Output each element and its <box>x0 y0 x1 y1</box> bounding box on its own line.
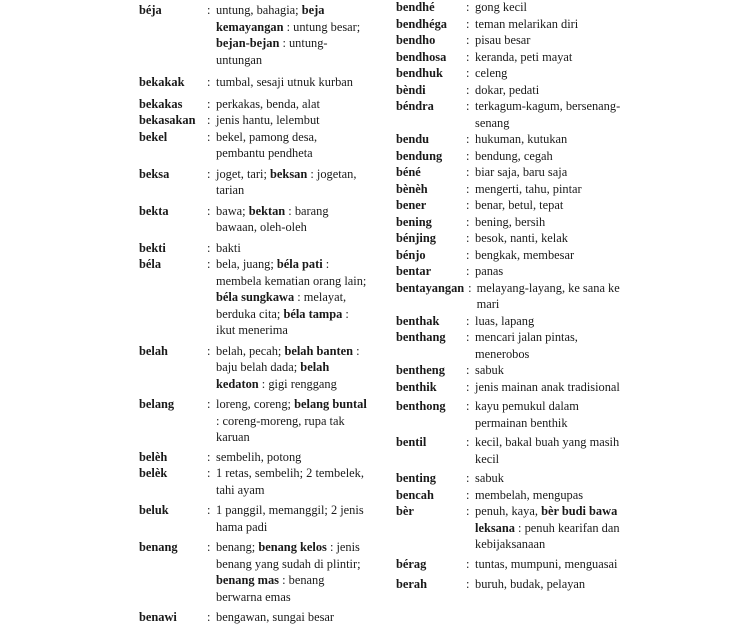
dictionary-entry <box>139 539 367 605</box>
entry-separator: : <box>466 165 470 179</box>
entry-definition: bawa; bektan : barang bawaan, oleh-oleh <box>216 203 329 234</box>
dictionary-entry <box>396 181 622 198</box>
entry-separator: : <box>466 556 470 571</box>
entry-headword: beksa <box>139 166 170 181</box>
entry-definition: joget, tari; beksan : jogetan, tarian <box>216 166 357 197</box>
entry-definition: 1 retas, sembelih; 2 tembelek, tahi ayam <box>216 466 364 497</box>
entry-definition: terkagum-kagum, bersenang-senang <box>475 99 621 130</box>
entry-definition: teman melarikan diri <box>475 16 579 31</box>
entry-definition: kecil, bakal buah yang masih kecil <box>475 435 620 466</box>
dictionary-entry <box>396 98 622 131</box>
entry-separator: : <box>207 203 211 218</box>
entry-definition: bakti <box>216 240 241 255</box>
dictionary-entry <box>396 230 622 247</box>
entry-headword: bénjing <box>396 231 436 245</box>
dictionary-entry <box>396 197 622 214</box>
entry-headword: benting <box>396 471 436 485</box>
entry-headword: bendho <box>396 33 436 47</box>
dictionary-entry <box>396 362 622 379</box>
entry-headword: benang <box>139 540 178 554</box>
entry-separator: : <box>466 132 470 146</box>
entry-separator: : <box>207 449 211 464</box>
entry-separator: : <box>466 363 470 377</box>
entry-headword: bentheng <box>396 363 445 377</box>
entry-definition: besok, nanti, kelak <box>475 231 568 245</box>
dictionary-entry <box>396 0 622 16</box>
dictionary-entry <box>139 609 367 626</box>
entry-headword: benthak <box>396 313 440 328</box>
entry-headword: bèr <box>396 504 414 518</box>
entry-headword: belèk <box>139 466 168 480</box>
entry-definition: benar, betul, tepat <box>475 198 564 212</box>
entry-definition: celeng <box>475 66 508 80</box>
entry-headword: bendu <box>396 132 430 146</box>
dictionary-entry <box>139 240 367 257</box>
dictionary-entry <box>139 465 367 498</box>
entry-separator: : <box>466 16 470 31</box>
entry-definition: belah, pecah; belah banten : baju belah dada; belah kedaton : gigi renggang <box>216 343 360 391</box>
dictionary-entry <box>139 502 367 535</box>
entry-headword: benthik <box>396 379 437 394</box>
dictionary-entry <box>396 263 622 280</box>
entry-separator: : <box>466 82 470 97</box>
entry-headword: berah <box>396 577 427 591</box>
entry-headword: belah <box>139 343 168 358</box>
entry-headword: belang <box>139 397 175 411</box>
dictionary-entry <box>396 32 622 49</box>
dictionary-entry <box>139 256 367 339</box>
entry-headword: bening <box>396 214 432 229</box>
entry-separator: : <box>207 166 211 181</box>
entry-definition: mengerti, tahu, pintar <box>475 181 582 196</box>
dictionary-entry <box>396 131 622 148</box>
entry-headword: beluk <box>139 503 169 517</box>
entry-headword: bekakas <box>139 96 183 111</box>
dictionary-entry <box>396 148 622 165</box>
entry-separator: : <box>207 540 211 554</box>
entry-definition: dokar, pedati <box>475 82 540 97</box>
entry-separator: : <box>466 148 470 163</box>
dictionary-entry <box>139 449 367 466</box>
dictionary-entry <box>396 398 622 431</box>
dictionary-entry <box>396 247 622 264</box>
entry-definition: membelah, mengupas <box>475 487 584 502</box>
entry-separator: : <box>466 264 470 278</box>
entry-separator: : <box>207 240 211 255</box>
entry-headword: bénjo <box>396 247 426 262</box>
dictionary-entry <box>396 280 622 313</box>
dictionary-entry <box>396 503 622 553</box>
entry-headword: bendhéga <box>396 16 447 31</box>
entry-separator: : <box>466 49 470 64</box>
entry-separator: : <box>468 280 472 295</box>
dictionary-entry <box>396 65 622 82</box>
entry-headword: béja <box>139 3 162 17</box>
dictionary-entry <box>396 329 622 362</box>
entry-definition: buruh, budak, pelayan <box>475 577 586 591</box>
entry-separator: : <box>207 343 211 358</box>
entry-headword: bérag <box>396 556 427 571</box>
dictionary-entry <box>139 96 367 113</box>
entry-definition: gong kecil <box>475 0 527 14</box>
entry-headword: benthong <box>396 399 446 413</box>
entry-definition: tuntas, mumpuni, menguasai <box>475 556 618 571</box>
entry-headword: bekasakan <box>139 113 196 127</box>
entry-definition: bekel, pamong desa, pembantu pendheta <box>216 129 318 160</box>
entry-headword: bekakak <box>139 75 185 89</box>
entry-definition: benang; benang kelos : jenis benang yang sudah di plintir; benang mas : benang berwarna emas <box>216 540 361 604</box>
entry-separator: : <box>466 99 470 113</box>
entry-separator: : <box>207 129 211 144</box>
entry-definition: untung, bahagia; beja kemayangan : untung besar; bejan-bejan : untung-untungan <box>216 3 361 67</box>
dictionary-entry <box>396 434 622 467</box>
dictionary-entry <box>396 16 622 33</box>
dictionary-entry <box>396 313 622 330</box>
entry-separator: : <box>207 503 211 517</box>
dictionary-entry <box>139 166 367 199</box>
entry-headword: bekti <box>139 240 166 255</box>
entry-definition: penuh, kaya, bèr budi bawa leksana : penuh kearifan dan kebijaksanaan <box>475 504 620 551</box>
entry-separator: : <box>466 399 470 413</box>
entry-definition: bening, bersih <box>475 214 546 229</box>
entry-definition: bendung, cegah <box>475 148 553 163</box>
dictionary-entry <box>396 470 622 487</box>
entry-definition: hukuman, kutukan <box>475 132 568 146</box>
entry-headword: béla <box>139 257 162 271</box>
entry-definition: bengkak, membesar <box>475 247 575 262</box>
entry-definition: kayu pemukul dalam permainan benthik <box>475 399 579 430</box>
entry-definition: jenis hantu, lelembut <box>216 113 320 127</box>
entry-headword: bendhosa <box>396 49 447 64</box>
entry-separator: : <box>466 66 470 80</box>
entry-separator: : <box>466 471 470 485</box>
entry-headword: bencah <box>396 487 434 502</box>
dictionary-entry <box>396 576 622 593</box>
entry-headword: béndra <box>396 99 434 113</box>
entry-definition: 1 panggil, memanggil; 2 jenis hama padi <box>216 503 364 534</box>
entry-separator: : <box>466 435 470 449</box>
entry-separator: : <box>207 75 211 89</box>
entry-definition: sabuk <box>475 363 504 377</box>
entry-separator: : <box>466 33 470 47</box>
dictionary-entry <box>396 164 622 181</box>
entry-separator: : <box>466 577 470 591</box>
entry-headword: belèh <box>139 449 168 464</box>
entry-headword: bentil <box>396 435 427 449</box>
dictionary-entry <box>139 129 367 162</box>
dictionary-entry <box>396 214 622 231</box>
entry-headword: bendung <box>396 148 443 163</box>
entry-definition: pisau besar <box>475 33 531 47</box>
entry-separator: : <box>207 466 211 480</box>
entry-headword: bèndi <box>396 82 426 97</box>
entry-separator: : <box>466 330 470 344</box>
dictionary-entry <box>139 343 367 393</box>
left-column <box>139 0 367 626</box>
entry-headword: béné <box>396 165 421 179</box>
entry-separator: : <box>466 181 470 196</box>
entry-separator: : <box>466 247 470 262</box>
entry-definition: loreng, coreng; belang buntal : coreng-moreng, rupa tak karuan <box>216 397 367 444</box>
entry-separator: : <box>466 198 470 212</box>
entry-separator: : <box>207 257 211 271</box>
entry-separator: : <box>466 0 470 14</box>
entry-separator: : <box>207 113 211 127</box>
entry-definition: bela, juang; béla pati : membela kematian orang lain; béla sungkawa : melayat, berduka cita; béla tampa : ikut menerima <box>216 257 367 337</box>
entry-headword: bendhuk <box>396 66 443 80</box>
entry-headword: bentayangan <box>396 280 465 295</box>
entry-definition: panas <box>475 264 504 278</box>
entry-headword: bener <box>396 198 427 212</box>
entry-separator: : <box>207 96 211 111</box>
entry-headword: bènèh <box>396 181 428 196</box>
entry-definition: sembelih, potong <box>216 449 302 464</box>
entry-definition: tumbal, sesaji utnuk kurban <box>216 75 353 89</box>
dictionary-entry <box>396 49 622 66</box>
entry-separator: : <box>466 313 470 328</box>
dictionary-entry <box>396 556 622 573</box>
entry-separator: : <box>466 231 470 245</box>
entry-definition: bengawan, sungai besar <box>216 610 335 624</box>
entry-separator: : <box>207 397 211 411</box>
entry-headword: bekel <box>139 129 168 144</box>
dictionary-entry <box>396 379 622 396</box>
right-column <box>396 0 622 593</box>
entry-definition: biar saja, baru saja <box>475 165 568 179</box>
entry-separator: : <box>466 504 470 518</box>
dictionary-entry <box>396 487 622 504</box>
entry-separator: : <box>466 214 470 229</box>
entry-headword: bekta <box>139 203 169 218</box>
dictionary-entry <box>139 112 367 129</box>
dictionary-entry <box>139 396 367 446</box>
entry-headword: benthang <box>396 330 446 344</box>
entry-definition: perkakas, benda, alat <box>216 96 320 111</box>
entry-separator: : <box>466 379 470 394</box>
dictionary-entry <box>396 82 622 99</box>
entry-definition: melayang-layang, ke sana ke mari <box>476 280 620 311</box>
entry-separator: : <box>466 487 470 502</box>
dictionary-entry <box>139 74 367 91</box>
entry-definition: jenis mainan anak tradisional <box>475 379 620 394</box>
entry-separator: : <box>207 610 211 624</box>
entry-definition: keranda, peti mayat <box>475 49 573 64</box>
entry-headword: benawi <box>139 610 177 624</box>
dictionary-entry <box>139 203 367 236</box>
entry-definition: mencari jalan pintas, menerobos <box>475 330 578 361</box>
entry-definition: luas, lapang <box>475 313 535 328</box>
entry-separator: : <box>207 3 211 17</box>
entry-headword: bendhé <box>396 0 435 14</box>
dictionary-entry <box>139 2 367 68</box>
entry-headword: bentar <box>396 264 432 278</box>
entry-definition: sabuk <box>475 471 504 485</box>
